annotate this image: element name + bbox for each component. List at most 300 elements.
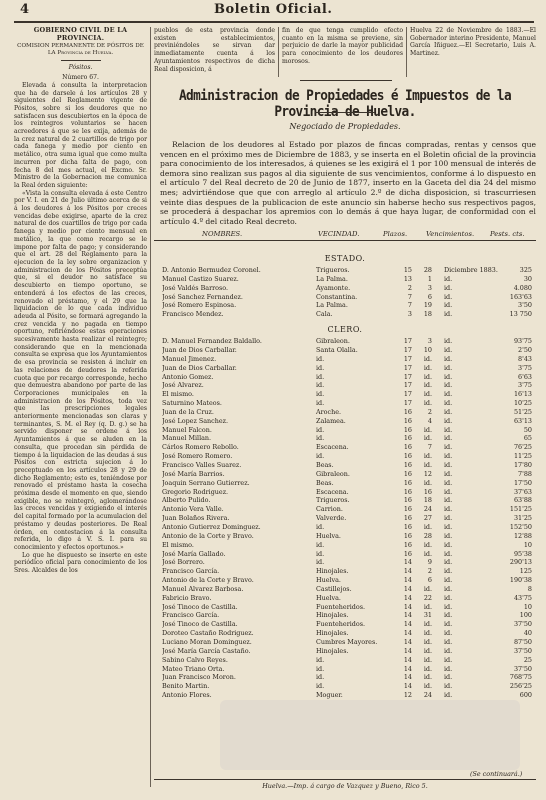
plazo: 16 [403,434,412,443]
table-row [154,346,536,354]
amount: 63'88 [513,496,532,505]
vecindad: Aroche. [316,407,342,416]
amount: 163'63 [509,292,532,301]
amount: 37'50 [513,664,532,673]
debtor-name: Alberto Pulido. [162,496,211,505]
vencimiento: id. [444,611,453,620]
table-row [154,408,536,416]
debtor-name: Francisco Mendez. [162,310,224,319]
plazo: 14 [403,655,412,664]
vencimiento: id. [444,531,453,540]
vecindad: La Palma. [316,301,348,310]
vecindad: Trigueros. [316,496,350,505]
debtor-name: Doroteo Castaño Rodriguez. [162,629,254,638]
vecindad: id. [316,381,325,390]
intro-paragraph: Relacion de los deudores al Estado por plazos de fincas compradas, rentas y censos que vencen en el próximo mes de Diciembre de 1883, y se inserta en el Boletin oficial de la provincia para conocimiento de los interesados, á quienes se les exigirá el 1 por 100 mensual de interés de demora sino realizan sus pagos al dia siguiente de sus vencimientos, conforme á lo dispuesto en el artículo 7 del Real decreto de 20 de Junio de 1877, inserto en la Gaceta del dia 24 del mismo mes; advirtiéndose que que con arreglo al artículo 2.º de dicha disposicion, si trascurriesen veinte dias despues de la publicacion de este anuncio sin haberse hecho sus respectivos pagos, se procederá á despachar los apremios con lo demás á que haya lugar, de conformidad con el artículo 4.º del citado Real decreto. [160,140,536,226]
day: 27 [423,514,432,523]
day: id. [423,540,432,549]
vecindad: Fuenteheridos. [316,602,366,611]
amount: 190'38 [509,576,532,585]
vecindad: id. [316,682,325,691]
amount: 37'50 [513,646,532,655]
vencimiento: id. [444,363,453,372]
vencimiento: id. [444,549,453,558]
amount: 25 [523,655,532,664]
table-row [154,452,536,460]
paragraph-consulta: Elevada á consulta la interpretacion que ha de darsele á los artículos 28 y siguientes del Reglamento vigente de Pósitos, sobre si los deudores que no satisfacen sus descubiertos en la época de los reintegros voluntarios se hacen acreedores á que se les exija, además de la crez natural de 2 cuartillos de trigo por cada fanega y medio por ciento en metálico, otra suma igual que como multa incurren por dicha falta de pago, con fecha 8 del mes actual, el Excmo. Sr. Ministro de la Gobernacion me comunica la Real órden siguiente: [14,81,147,189]
vecindad: id. [316,673,325,682]
plazo: 14 [403,558,412,567]
table-row [154,337,536,345]
vencimiento: id. [444,416,453,425]
amount: 8 [527,584,532,593]
amount: 3'75 [518,381,532,390]
vecindad: id. [316,390,325,399]
plazo: 14 [403,638,412,646]
debtor-name: Juan de Dios Carballar. [162,345,237,354]
vencimiento: id. [444,301,453,310]
page-header [14,2,534,20]
page-number: 4 [20,2,30,17]
debtor-name: Juan de la Cruz. [162,407,214,416]
table-row [154,470,536,478]
amount: 93'75 [513,337,532,346]
vencimiento: id. [444,576,453,585]
vecindad: Huelva. [316,593,341,602]
vencimiento: id. [444,452,453,461]
plazo: 16 [403,461,412,469]
debtor-name: José María García Castaño. [162,646,251,655]
amount: 50 [523,425,532,434]
day: 18 [423,310,432,319]
vecindad: Santa Olalla. [316,345,358,354]
plazo: 16 [403,469,412,478]
table-row [154,301,536,309]
vecindad: id. [316,399,325,408]
col-header-pesetas: Pests. cts. [490,230,525,238]
day: id. [423,372,432,381]
plazo: 14 [403,673,412,682]
day: id. [423,478,432,487]
table-row [154,550,536,558]
amount: 151'25 [509,505,532,514]
plazo: 14 [403,629,412,638]
table-header-rule [154,240,536,241]
amount: 10 [523,602,532,611]
day: id. [423,629,432,638]
amount: 16'13 [513,390,532,399]
plazo: 17 [403,399,412,408]
debtor-name: Francisco Valles Suarez. [162,461,242,469]
debtor-name: José María Barrios. [162,469,225,478]
vencimiento: id. [444,443,453,452]
vecindad: Hinojales. [316,567,349,576]
amount: 290'13 [509,558,532,567]
vencimiento: Diciembre 1883. [444,266,498,274]
amount: 95'38 [513,549,532,558]
vencimiento: id. [444,274,453,283]
vencimiento: id. [444,390,453,399]
vecindad: id. [316,558,325,567]
day: id. [423,638,432,646]
debtor-name: Manuel Falcon. [162,425,212,434]
plazo: 17 [403,372,412,381]
vencimiento: id. [444,505,453,514]
vencimiento: id. [444,664,453,673]
col-header-nombres: NOMBRES. [202,230,243,238]
debtor-name: Luciano Moran Dominguez. [162,638,252,646]
table-row [154,691,536,699]
amount: 76'25 [513,443,532,452]
plazo: 14 [403,682,412,691]
footer-rule [154,779,536,780]
amount: 40 [523,629,532,638]
col-header-plazos: Plazos. [383,230,408,238]
plazo: 17 [403,354,412,363]
vencimiento: id. [444,682,453,691]
day: 12 [423,469,432,478]
plazo: 16 [403,505,412,514]
day: 18 [423,496,432,505]
vecindad: Hinojales. [316,629,349,638]
day: 31 [423,611,432,620]
vencimiento: id. [444,292,453,301]
day: id. [423,664,432,673]
top-column-3: Huelva 22 de Noviembre de 1883.—El Gobernador interino Presidente, Manuel García Iñiguez.—El Secretario, Luis A. Martinez. [410,27,536,58]
plazo: 16 [403,416,412,425]
vencimiento: id. [444,558,453,567]
amount: 12'88 [513,531,532,540]
vencimiento: id. [444,487,453,496]
debtor-name: Antonio Gutierrez Dominguez. [162,522,261,531]
day: 2 [427,407,432,416]
vecindad: La Palma. [316,274,348,283]
amount: 31'25 [513,514,532,523]
debtor-name: El mismo. [162,390,194,399]
table-row [154,558,536,566]
vecindad: id. [316,664,325,673]
section-label: ESTADO. [324,254,366,263]
table-row [154,381,536,389]
debtor-name: El mismo. [162,540,194,549]
day: id. [423,425,432,434]
commission-heading: COMISION PERMANENTE DE PÓSITOS DE LA Provincia de Huelva. [17,43,144,57]
vecindad: Beas. [316,478,334,487]
plazo: 16 [403,407,412,416]
debtor-name: Antonio de la Corte y Bravo. [162,531,254,540]
vecindad: id. [316,655,325,664]
day: 19 [423,301,432,310]
amount: 10'25 [513,399,532,408]
amount: 325 [519,266,532,274]
vencimiento: id. [444,567,453,576]
amount: 17'80 [513,461,532,469]
vecindad: id. [316,540,325,549]
debtor-name: Juan Bolaños Rivera. [162,514,230,523]
section-heading-gobierno: GOBIERNO CIVIL DE LA PROVINCIA. [33,26,128,42]
amount: 43'75 [513,593,532,602]
vencimiento: id. [444,461,453,469]
table-row [154,603,536,611]
plazo: 16 [403,425,412,434]
amount: 10 [523,540,532,549]
day: id. [423,549,432,558]
debtor-name: Antonio de la Corte y Bravo. [162,576,254,585]
vecindad: Constantina. [316,292,358,301]
amount: 768'75 [509,673,532,682]
table-row [154,399,536,407]
debtor-name: Antonio Vera Valle. [162,505,224,514]
day: id. [423,602,432,611]
day: id. [423,461,432,469]
day: id. [423,381,432,390]
vecindad: id. [316,452,325,461]
debtor-name: Manuel Jimenez. [162,354,217,363]
amount: 3'75 [518,363,532,372]
table-row [154,373,536,381]
vecindad: id. [316,434,325,443]
vencimiento: id. [444,407,453,416]
amount: 65 [523,434,532,443]
debtor-name: D. Manuel Fernandez Baldallo. [162,337,262,346]
debtor-name: José Valdés Barroso. [162,283,229,292]
day: 4 [427,416,432,425]
vecindad: Ayamonte. [316,283,351,292]
col-header-vencimientos: Vencimientos. [426,230,475,238]
day: 24 [423,691,432,700]
amount: 13 750 [509,310,532,319]
vencimiento: id. [444,593,453,602]
plazo: 17 [403,381,412,390]
debtor-name: Juan Francisco Moron. [162,673,236,682]
table-row [154,514,536,522]
left-column [14,27,147,575]
vencimiento: id. [444,496,453,505]
table-row [154,541,536,549]
day: id. [423,673,432,682]
vecindad: Beas. [316,461,334,469]
debtor-name: Manuel Castizo Suarez. [162,274,239,283]
section-label: CLERO. [327,325,363,335]
debtor-name: Gregorio Rodriguez. [162,487,229,496]
table-row [154,611,536,619]
plazo: 17 [403,337,412,346]
vencimiento: id. [444,434,453,443]
day: id. [423,584,432,593]
vecindad: Carrion. [316,505,343,514]
vencimiento: id. [444,372,453,381]
number-heading: Número 67. [62,74,99,82]
vencimiento: id. [444,514,453,523]
table-row [154,479,536,487]
debtor-name: Saturnino Mateos. [162,399,222,408]
day: 16 [423,487,432,496]
plazo: 17 [403,345,412,354]
plazo: 16 [403,540,412,549]
amount: 7'88 [518,469,532,478]
vecindad: Cumbres Mayores. [316,638,378,646]
plazo: 16 [403,496,412,505]
debtor-name: Fabricio Bravo. [162,593,212,602]
day: id. [423,682,432,691]
table-row [154,629,536,637]
vecindad: Huelva. [316,531,341,540]
vecindad: Gibraleon. [316,469,350,478]
vecindad: Escacena. [316,443,349,452]
subtitle: Negociado de Propiedades. [289,122,401,131]
vencimiento: id. [444,522,453,531]
day: id. [423,399,432,408]
imprint: Huelva.—Imp. á cargo de Vazquez y Bueno, Rico 5. [262,782,428,790]
amount: 100 [519,611,532,620]
vecindad: id. [316,354,325,363]
table-row [154,665,536,673]
plazo: 14 [403,584,412,593]
day: 24 [423,505,432,514]
debtor-name: José Alvarez. [162,381,204,390]
table-row [154,461,536,469]
vencimiento: id. [444,540,453,549]
positos-heading: Pósitos. [68,64,93,72]
day: 3 [427,337,432,346]
vencimiento: id. [444,629,453,638]
debtor-name: José Lopez Sanchez. [162,416,229,425]
debtor-name: Francisco García. [162,567,220,576]
day: id. [423,452,432,461]
continued-note: (Se continuará.) [470,770,523,778]
table-row [154,523,536,531]
divider [61,60,101,61]
plazo: 13 [403,274,412,283]
plazo: 16 [403,443,412,452]
plazo: 14 [403,576,412,585]
day: id. [423,620,432,629]
vencimiento: id. [444,469,453,478]
day: id. [423,363,432,372]
paragraph-alcaldes: Lo que he dispuesto se inserte en este periódico oficial para conocimiento de los Sres. Alcaldes de los [14,551,147,575]
plazo: 16 [403,522,412,531]
vencimiento: id. [444,310,453,319]
plazo: 14 [403,602,412,611]
day: 10 [423,345,432,354]
plazo: 14 [403,620,412,629]
table-row [154,364,536,372]
amount: 11'25 [513,452,532,461]
table-row [154,576,536,584]
column-divider [150,27,151,787]
amount: 37'63 [513,487,532,496]
debtor-name: Antonio Flores. [162,691,212,700]
table-row [154,567,536,575]
plazo: 17 [403,390,412,399]
table-row [154,488,536,496]
vencimiento: id. [444,638,453,646]
table-row [154,434,536,442]
day: 6 [427,292,432,301]
vecindad: id. [316,522,325,531]
amount: 87'50 [513,638,532,646]
day: 9 [427,558,432,567]
debtor-name: Cárlos Romero Rebollo. [162,443,239,452]
vecindad: Escacena. [316,487,349,496]
library-stamp-watermark [220,700,520,770]
day: 6 [427,576,432,585]
day: 2 [427,567,432,576]
amount: 125 [519,567,532,576]
plazo: 16 [403,514,412,523]
day: id. [423,390,432,399]
day: 28 [423,531,432,540]
vecindad: Moguer. [316,691,343,700]
vecindad: id. [316,372,325,381]
vecindad: Valverde. [316,514,347,523]
plazo: 14 [403,611,412,620]
vencimiento: id. [444,345,453,354]
vecindad: Trigueros. [316,266,350,274]
col-header-vecindad: VECINDAD. [318,230,360,238]
vecindad: Fuenteheridos. [316,620,366,629]
debtor-name: Manuel Millan. [162,434,212,443]
plazo: 16 [403,531,412,540]
day: id. [423,646,432,655]
debtor-name: D. Antonio Bermudez Coronel. [162,266,261,274]
main-title: Administracion de Propiedades é Impuestos de la Provincia de Huelva. [178,88,512,120]
debtor-name: José Sanchez Fernandez. [162,292,243,301]
vencimiento: id. [444,655,453,664]
amount: 256'25 [509,682,532,691]
plazo: 17 [403,363,412,372]
amount: 8'43 [518,354,532,363]
debtor-name: Benito Martin. [162,682,210,691]
table-row [154,594,536,602]
plazo: 12 [403,691,412,700]
debtor-name: José Romero Espinosa. [162,301,237,310]
vencimiento: id. [444,425,453,434]
amount: 600 [519,691,532,700]
amount: 17'50 [513,478,532,487]
vencimiento: id. [444,646,453,655]
plazo: 2 [407,283,412,292]
day: id. [423,522,432,531]
table-row [154,656,536,664]
plazo: 7 [407,301,412,310]
amount: 4.080 [513,283,532,292]
day: 1 [427,274,432,283]
debtor-name: Joaquin Serrano Gutierrez. [162,478,250,487]
plazo: 16 [403,549,412,558]
vencimiento: id. [444,283,453,292]
table-row [154,496,536,504]
table-row [154,426,536,434]
table-row [154,682,536,690]
plazo: 15 [403,266,412,274]
table-row [154,284,536,292]
table-row [154,673,536,681]
amount: 63'13 [513,416,532,425]
debtor-name: Juan de Dios Carballar. [162,363,237,372]
column-divider [406,27,407,77]
plazo: 14 [403,593,412,602]
table-row [154,275,536,283]
plazo: 7 [407,292,412,301]
vecindad: Huelva. [316,576,341,585]
table-row [154,310,536,318]
plazo: 3 [407,310,412,319]
debtor-name: Manuel Alvarez Barbosa. [162,584,244,593]
vencimiento: id. [444,478,453,487]
table-row [154,417,536,425]
vecindad: Cala. [316,310,333,319]
